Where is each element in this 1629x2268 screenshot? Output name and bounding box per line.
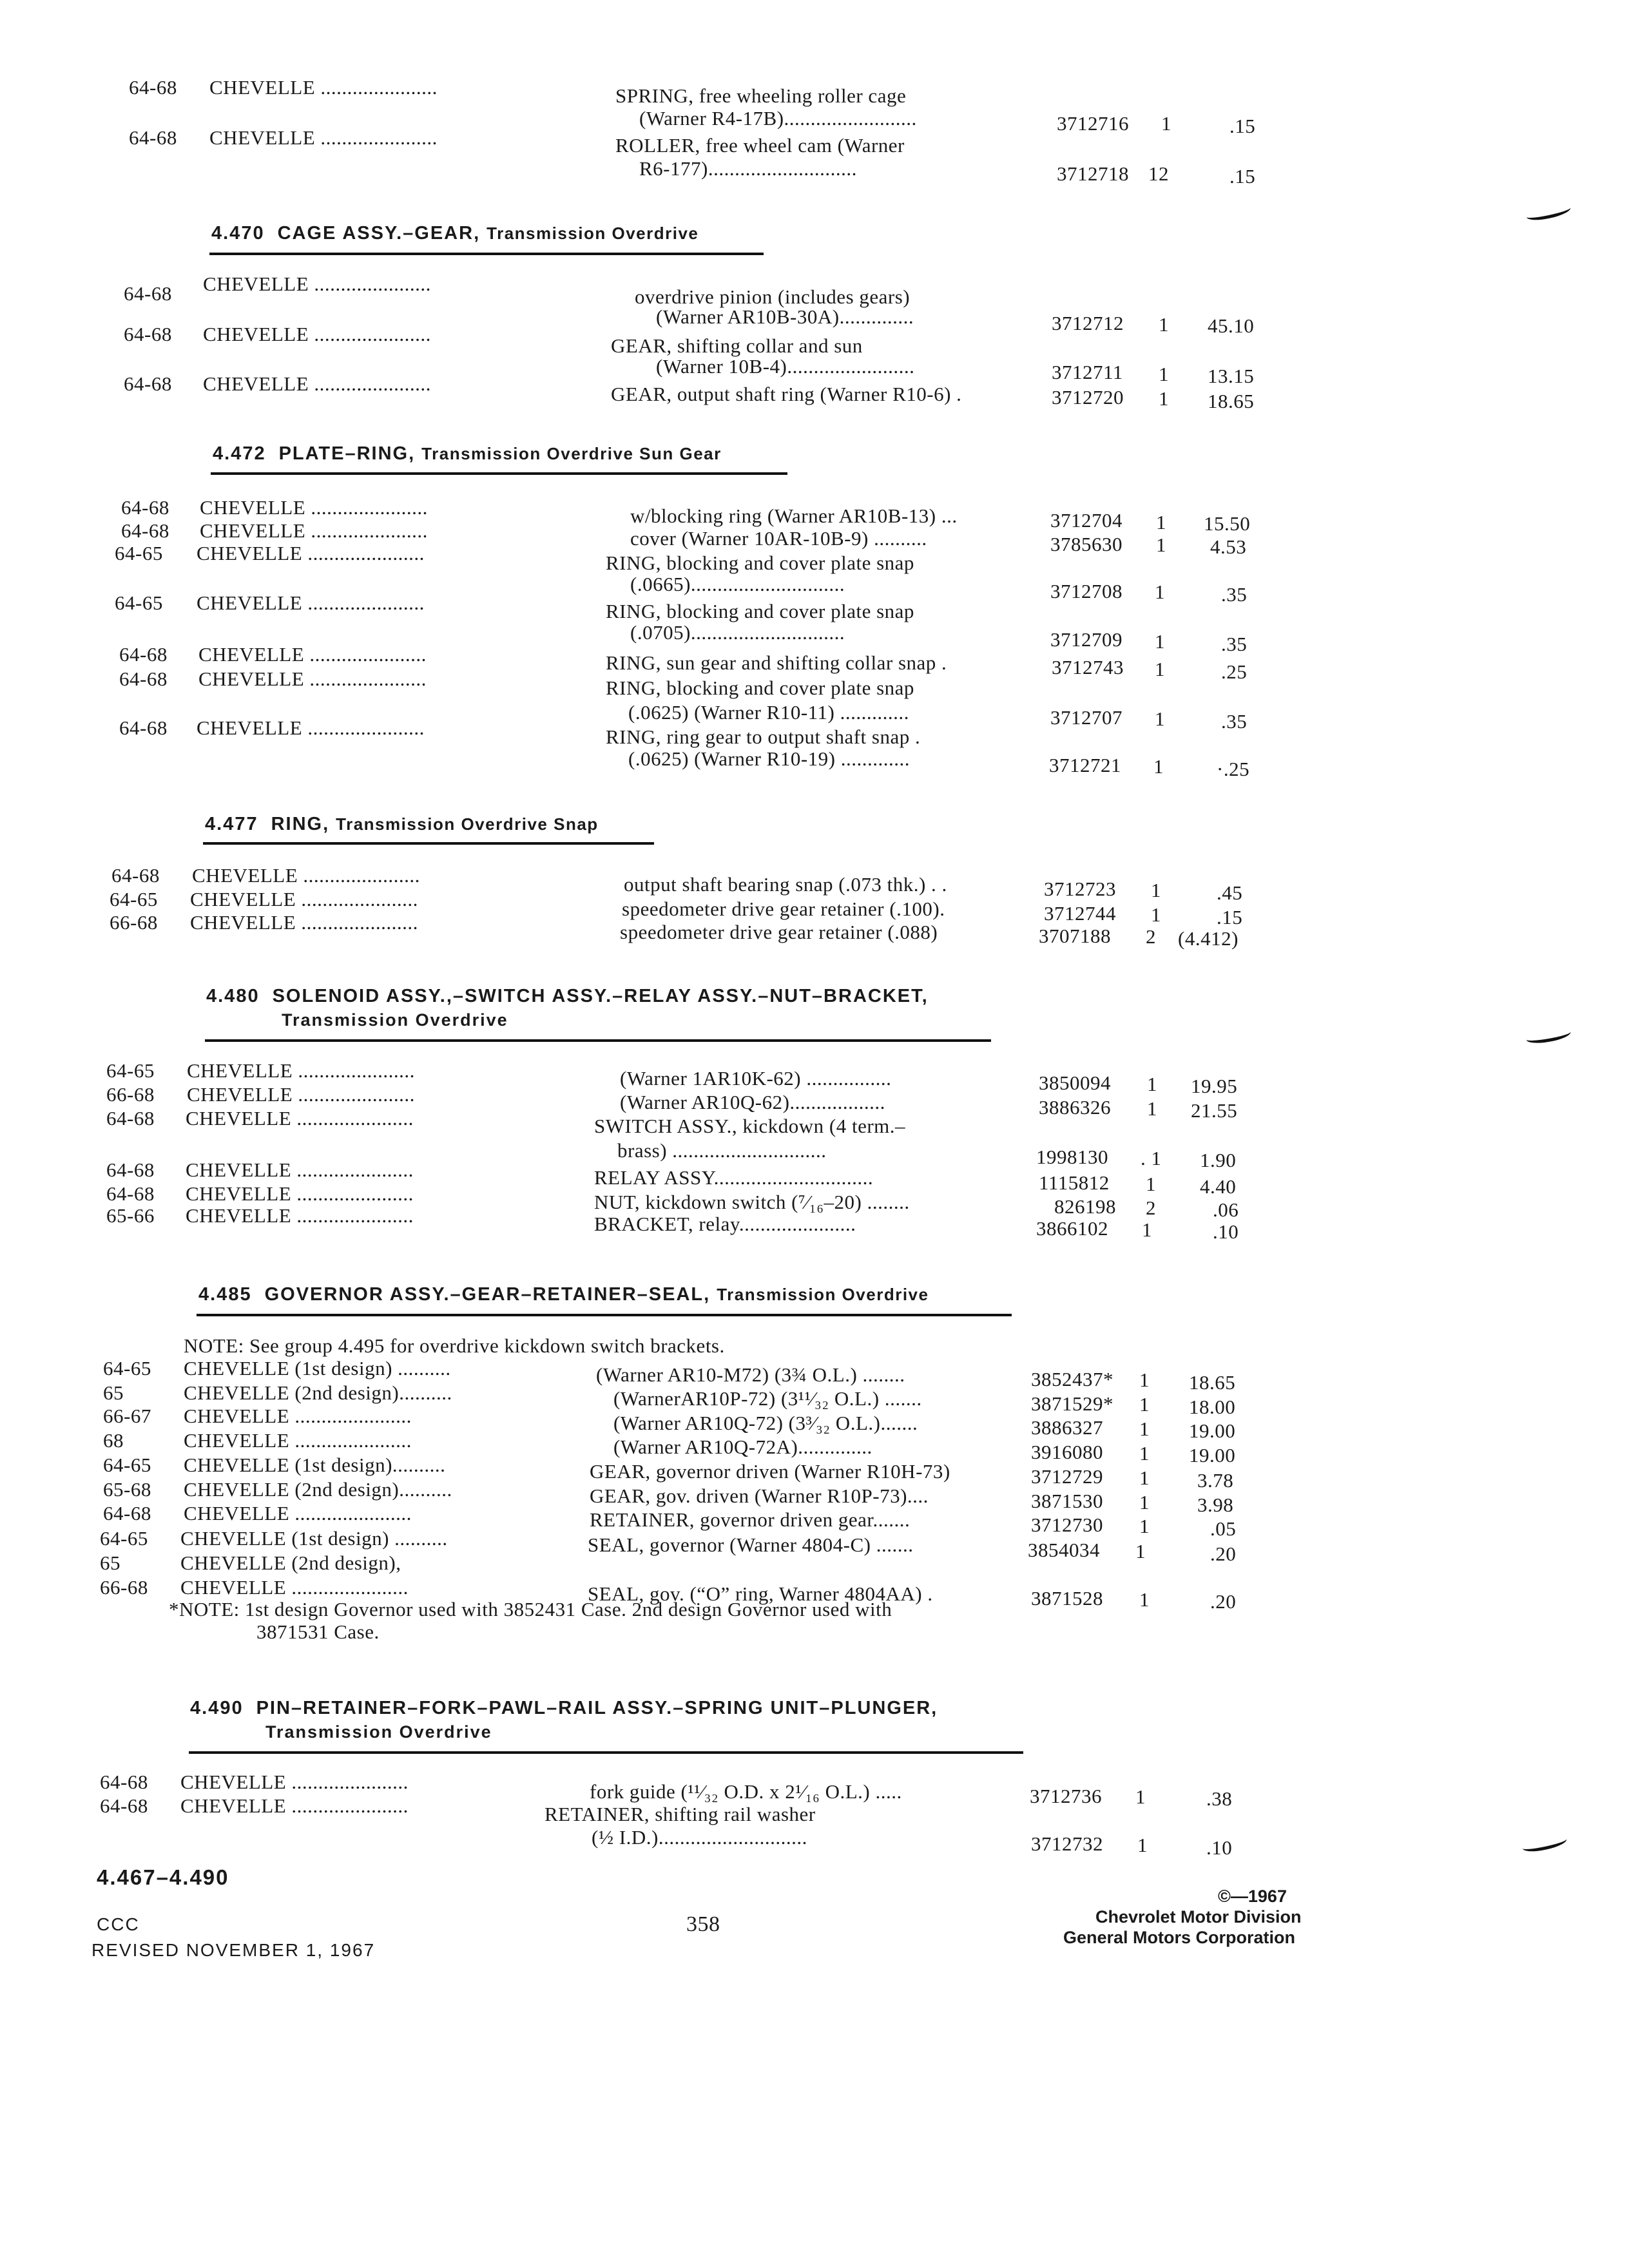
catalog-cell: GEAR, output shaft ring (Warner R10-6) .	[611, 383, 962, 405]
catalog-cell: SWITCH ASSY., kickdown (4 term.–	[594, 1115, 906, 1137]
catalog-cell: 64-68	[124, 323, 172, 345]
catalog-cell: CHEVELLE ......................	[184, 1405, 412, 1427]
catalog-cell: 3712743	[1052, 656, 1124, 678]
catalog-cell: 3871531 Case.	[256, 1620, 380, 1643]
catalog-cell: 64-68	[121, 496, 169, 519]
catalog-cell: 1	[1139, 1491, 1150, 1514]
section-subtitle: Transmission Overdrive	[282, 1010, 508, 1030]
catalog-cell: 3886326	[1039, 1096, 1111, 1119]
section-number: 4.480	[206, 986, 260, 1006]
catalog-cell: 64-65	[103, 1454, 151, 1476]
catalog-cell: 18.65	[1189, 1371, 1236, 1394]
catalog-cell: . 1	[1141, 1147, 1162, 1169]
section-title: CAGE ASSY.–GEAR,	[277, 223, 481, 244]
catalog-cell: CHEVELLE ......................	[203, 273, 431, 295]
catalog-cell: RING, sun gear and shifting collar snap .	[606, 651, 947, 674]
catalog-cell: 64-68	[100, 1794, 148, 1817]
catalog-cell: 3712716	[1057, 112, 1129, 135]
catalog-cell: 64-68	[129, 76, 177, 99]
catalog-cell: 3871529*	[1031, 1392, 1113, 1415]
catalog-cell: .38	[1206, 1787, 1233, 1810]
catalog-cell: CHEVELLE ......................	[192, 864, 420, 887]
catalog-cell: 3712704	[1050, 509, 1123, 532]
catalog-cell: speedometer drive gear retainer (.100).	[622, 898, 945, 920]
catalog-cell: 64-68	[106, 1107, 155, 1129]
section-rule	[189, 1751, 1023, 1754]
catalog-cell: 65-68	[103, 1478, 151, 1501]
catalog-cell: 1	[1139, 1515, 1150, 1537]
section-header	[198, 1285, 929, 1304]
section-title: PLATE–RING,	[278, 443, 416, 464]
catalog-cell: 15.50	[1204, 512, 1251, 535]
catalog-cell: 1998130	[1036, 1146, 1108, 1168]
catalog-cell: 4.40	[1200, 1175, 1237, 1198]
catalog-cell: CHEVELLE ......................	[198, 643, 427, 666]
ccc-code: CCC	[97, 1914, 140, 1934]
catalog-cell: .15	[1229, 115, 1256, 137]
catalog-cell: CHEVELLE ......................	[209, 76, 438, 99]
catalog-cell: RING, blocking and cover plate snap	[606, 600, 914, 622]
catalog-cell: CHEVELLE ......................	[190, 911, 418, 934]
catalog-cell: .10	[1213, 1220, 1239, 1243]
catalog-cell: 1	[1155, 630, 1165, 653]
page-number: 358	[686, 1912, 720, 1936]
catalog-cell: 64-68	[119, 643, 168, 666]
catalog-cell: 64-68	[119, 668, 168, 690]
catalog-cell: .06	[1213, 1198, 1239, 1221]
section-header	[213, 445, 722, 463]
catalog-cell: .20	[1210, 1542, 1237, 1565]
catalog-cell: 18.65	[1208, 390, 1255, 412]
catalog-cell: 3886327	[1031, 1416, 1103, 1439]
catalog-cell: 64-65	[115, 591, 163, 614]
catalog-cell: 64-68	[129, 126, 177, 149]
catalog-cell: SEAL, governor (Warner 4804-C) .......	[588, 1533, 914, 1556]
catalog-cell: (.0625) (Warner R10-11) .............	[628, 701, 909, 724]
catalog-cell: 1	[1161, 112, 1171, 135]
catalog-cell: BRACKET, relay......................	[594, 1213, 856, 1235]
catalog-cell: (.0705).............................	[630, 621, 845, 644]
section-rule	[211, 472, 787, 475]
catalog-cell: RELAY ASSY..............................	[594, 1166, 874, 1189]
catalog-cell: 66-68	[106, 1083, 155, 1106]
catalog-cell: 64-65	[100, 1527, 148, 1550]
catalog-cell: CHEVELLE ......................	[184, 1502, 412, 1524]
catalog-cell: CHEVELLE ......................	[197, 591, 425, 614]
catalog-cell: (½ I.D.)............................	[592, 1826, 807, 1849]
catalog-cell: R6-177)............................	[639, 157, 857, 180]
catalog-cell: 3854034	[1028, 1539, 1100, 1561]
catalog-cell: 1	[1151, 903, 1161, 926]
catalog-cell: CHEVELLE ......................	[186, 1158, 414, 1181]
copyright: ©—1967	[1218, 1887, 1287, 1906]
catalog-cell: RING, blocking and cover plate snap	[606, 552, 914, 574]
catalog-cell: ROLLER, free wheel cam (Warner	[615, 134, 905, 157]
catalog-cell: CHEVELLE ......................	[180, 1794, 409, 1817]
catalog-cell: 64-65	[106, 1059, 155, 1082]
catalog-cell: (Warner AR10-M72) (3¾ O.L.) ........	[596, 1363, 905, 1386]
section-title: RING,	[271, 814, 330, 834]
catalog-cell: 64-68	[121, 519, 169, 542]
catalog-cell: CHEVELLE ......................	[186, 1107, 414, 1129]
catalog-cell: RETAINER, shifting rail washer	[545, 1803, 816, 1825]
catalog-cell: (.0665).............................	[630, 573, 845, 595]
catalog-cell: .45	[1217, 881, 1243, 904]
catalog-cell: RING, ring gear to output shaft snap .	[606, 726, 921, 748]
catalog-cell: 64-68	[111, 864, 160, 887]
catalog-cell: NUT, kickdown switch (⁷⁄₁₆–20) ........	[594, 1191, 910, 1213]
catalog-cell: CHEVELLE ......................	[187, 1059, 415, 1082]
catalog-cell: (WarnerAR10P-72) (3¹¹⁄₃₂ O.L.) .......	[613, 1387, 922, 1410]
catalog-cell: 64-68	[119, 716, 168, 739]
catalog-cell: 3712708	[1050, 580, 1123, 602]
catalog-cell: CHEVELLE ......................	[197, 716, 425, 739]
catalog-cell: CHEVELLE ......................	[180, 1576, 409, 1599]
catalog-cell: (Warner 10B-4)........................	[656, 355, 915, 378]
catalog-cell: 1	[1155, 658, 1165, 680]
section-title: SOLENOID ASSY.,–SWITCH ASSY.–RELAY ASSY.–NUT–BRACKET,	[272, 986, 929, 1006]
section-subtitle: Transmission Overdrive	[265, 1722, 492, 1742]
catalog-cell: NOTE: See group 4.495 for overdrive kickdown switch brackets.	[184, 1334, 725, 1357]
catalog-cell: 3871528	[1031, 1587, 1103, 1610]
catalog-cell: CHEVELLE ......................	[200, 519, 428, 542]
section-number: 4.477	[205, 814, 258, 834]
catalog-cell: .35	[1221, 633, 1248, 655]
catalog-cell: 1	[1137, 1834, 1148, 1856]
section-rule	[197, 1314, 1012, 1316]
catalog-cell: .35	[1221, 583, 1248, 606]
catalog-cell: (Warner AR10Q-72A)..............	[613, 1436, 872, 1458]
catalog-cell: .15	[1229, 165, 1256, 187]
catalog-cell: RETAINER, governor driven gear.......	[590, 1508, 911, 1531]
catalog-cell: 1	[1142, 1218, 1152, 1241]
catalog-cell: speedometer drive gear retainer (.088)	[620, 921, 938, 943]
catalog-cell: 1	[1135, 1540, 1146, 1562]
catalog-cell: CHEVELLE (2nd design)..........	[184, 1381, 452, 1404]
catalog-cell: CHEVELLE ......................	[190, 888, 418, 910]
catalog-cell: 64-68	[100, 1771, 148, 1793]
catalog-cell: CHEVELLE ......................	[203, 372, 431, 395]
catalog-cell: brass) .............................	[617, 1139, 827, 1162]
catalog-cell: (Warner R4-17B).........................	[639, 107, 917, 130]
catalog-cell: 1	[1139, 1418, 1150, 1440]
catalog-cell: 3866102	[1036, 1217, 1108, 1240]
catalog-cell: CHEVELLE ......................	[200, 496, 428, 519]
catalog-cell: 3.98	[1197, 1494, 1234, 1516]
catalog-cell: SEAL, gov. (“O” ring, Warner 4804AA) .	[588, 1582, 933, 1605]
catalog-cell: 64-65	[115, 542, 163, 564]
catalog-cell: .15	[1217, 906, 1243, 928]
catalog-cell: 3712711	[1052, 361, 1123, 383]
catalog-cell: cover (Warner 10AR-10B-9) ..........	[630, 527, 927, 550]
catalog-cell: 3712707	[1050, 706, 1123, 729]
section-number: 4.472	[213, 443, 266, 464]
catalog-cell: 65	[100, 1552, 120, 1574]
catalog-cell: CHEVELLE (1st design) ..........	[180, 1527, 448, 1550]
catalog-cell: 68	[103, 1429, 124, 1452]
catalog-cell: CHEVELLE ......................	[187, 1083, 415, 1106]
section-subtitle: Transmission Overdrive	[717, 1285, 929, 1304]
catalog-cell: 1	[1159, 387, 1169, 410]
catalog-cell: 64-68	[124, 372, 172, 395]
catalog-cell: *NOTE: 1st design Governor used with 3852431 Case. 2nd design Governor used with	[169, 1598, 892, 1620]
section-subtitle: Transmission Overdrive Snap	[336, 814, 599, 834]
catalog-cell: .35	[1221, 710, 1248, 733]
catalog-cell: 2	[1146, 925, 1156, 948]
catalog-cell: GEAR, gov. driven (Warner R10P-73)....	[590, 1485, 929, 1507]
catalog-cell: 3712744	[1044, 902, 1116, 925]
catalog-cell: 64-68	[103, 1502, 151, 1524]
catalog-cell: 4.53	[1210, 535, 1247, 558]
catalog-cell: 2	[1146, 1196, 1156, 1219]
catalog-cell: .25	[1221, 660, 1248, 683]
catalog-cell: CHEVELLE (2nd design),	[180, 1552, 401, 1574]
catalog-cell: 45.10	[1208, 314, 1255, 337]
catalog-cell: 1	[1147, 1097, 1157, 1120]
catalog-cell: .20	[1210, 1590, 1237, 1613]
section-subtitle: Transmission Overdrive	[487, 224, 699, 243]
catalog-cell: 64-65	[110, 888, 158, 910]
catalog-cell: (Warner AR10Q-72) (3³⁄₃₂ O.L.).......	[613, 1412, 918, 1434]
catalog-cell: 64-65	[103, 1357, 151, 1379]
catalog-cell: 19.00	[1189, 1419, 1236, 1442]
section-header	[211, 224, 699, 243]
division: Chevrolet Motor Division	[1095, 1907, 1302, 1927]
catalog-cell: CHEVELLE ......................	[184, 1429, 412, 1452]
corporation: General Motors Corporation	[1063, 1928, 1296, 1947]
catalog-cell: 66-68	[110, 911, 158, 934]
catalog-cell: CHEVELLE (1st design) ..........	[184, 1357, 451, 1379]
catalog-cell: 1	[1159, 313, 1169, 336]
catalog-cell: 3712712	[1052, 312, 1124, 334]
catalog-cell: 64-68	[124, 282, 172, 305]
section-number: 4.490	[190, 1698, 244, 1718]
section-header	[190, 1699, 938, 1718]
catalog-cell: ·.25	[1217, 758, 1250, 780]
catalog-cell: 1	[1159, 363, 1169, 385]
catalog-cell: 1	[1135, 1785, 1146, 1808]
catalog-cell: 21.55	[1191, 1099, 1238, 1122]
catalog-cell: 64-68	[106, 1182, 155, 1205]
catalog-cell: 1	[1139, 1466, 1150, 1489]
catalog-cell: (Warner AR10Q-62)..................	[620, 1091, 885, 1113]
catalog-cell: 1115812	[1039, 1171, 1110, 1194]
section-number: 4.485	[198, 1284, 252, 1305]
catalog-cell: CHEVELLE ......................	[186, 1204, 414, 1227]
catalog-cell: 19.95	[1191, 1075, 1238, 1097]
catalog-cell: 64-68	[106, 1158, 155, 1181]
catalog-cell: GEAR, shifting collar and sun	[611, 334, 863, 357]
catalog-cell: 3712729	[1031, 1465, 1103, 1488]
catalog-cell: 826198	[1054, 1195, 1116, 1218]
catalog-cell: 3712720	[1052, 386, 1124, 408]
catalog-cell: SPRING, free wheeling roller cage	[615, 84, 907, 107]
catalog-cell: 3707188	[1039, 925, 1111, 947]
catalog-cell: 65-66	[106, 1204, 155, 1227]
catalog-cell: 3712709	[1050, 628, 1123, 651]
catalog-cell: 3712732	[1031, 1832, 1103, 1855]
catalog-cell: CHEVELLE ......................	[198, 668, 427, 690]
catalog-cell: overdrive pinion (includes gears)	[635, 285, 911, 308]
catalog-cell: 65	[103, 1381, 124, 1404]
catalog-cell: CHEVELLE ......................	[186, 1182, 414, 1205]
section-number: 4.470	[211, 223, 265, 244]
catalog-cell: CHEVELLE ......................	[203, 323, 431, 345]
catalog-cell: .10	[1206, 1836, 1233, 1859]
section-rule	[205, 1039, 991, 1042]
catalog-cell: (.0625) (Warner R10-19) .............	[628, 747, 910, 770]
catalog-cell: CHEVELLE ......................	[197, 542, 425, 564]
catalog-cell: CHEVELLE (1st design)..........	[184, 1454, 446, 1476]
catalog-cell: 3785630	[1050, 533, 1123, 555]
catalog-cell: 1	[1155, 707, 1165, 730]
catalog-cell: 1	[1155, 581, 1165, 603]
catalog-cell: 1	[1156, 511, 1166, 533]
page-range: 4.467–4.490	[97, 1865, 229, 1889]
catalog-cell: output shaft bearing snap (.073 thk.) . .	[624, 873, 947, 896]
section-title: GOVERNOR ASSY.–GEAR–RETAINER–SEAL,	[264, 1284, 711, 1305]
catalog-cell: 1	[1146, 1173, 1156, 1195]
catalog-cell: 3871530	[1031, 1490, 1103, 1512]
catalog-cell: (Warner 1AR10K-62) ................	[620, 1067, 892, 1090]
catalog-cell: 1.90	[1200, 1149, 1237, 1171]
catalog-cell: 1	[1139, 1393, 1150, 1416]
section-title: PIN–RETAINER–FORK–PAWL–RAIL ASSY.–SPRING UNIT–PLUNGER,	[256, 1698, 938, 1718]
catalog-cell: 1	[1153, 755, 1164, 778]
catalog-cell: 19.00	[1189, 1444, 1236, 1466]
section-rule	[203, 842, 654, 845]
catalog-cell: CHEVELLE ......................	[209, 126, 438, 149]
catalog-cell: 3712718	[1057, 162, 1129, 185]
catalog-cell: 1	[1139, 1442, 1150, 1465]
revised-date: REVISED NOVEMBER 1, 1967	[92, 1940, 376, 1960]
section-header	[206, 987, 929, 1006]
catalog-cell: GEAR, governor driven (Warner R10H-73)	[590, 1460, 950, 1483]
section-subtitle: Transmission Overdrive Sun Gear	[421, 444, 722, 463]
catalog-cell: 3850094	[1039, 1072, 1111, 1094]
catalog-cell: 3712730	[1031, 1514, 1103, 1536]
catalog-cell: (Warner AR10B-30A)..............	[656, 305, 914, 328]
catalog-cell: 3712721	[1049, 754, 1121, 776]
catalog-cell: 1	[1147, 1073, 1157, 1095]
catalog-cell: w/blocking ring (Warner AR10B-13) ...	[630, 505, 958, 527]
catalog-cell: 18.00	[1189, 1396, 1236, 1418]
catalog-cell: 66-68	[100, 1576, 148, 1599]
catalog-cell: CHEVELLE ......................	[180, 1771, 409, 1793]
catalog-cell: 3916080	[1031, 1441, 1103, 1463]
catalog-cell: 3852437*	[1031, 1368, 1113, 1390]
catalog-cell: RING, blocking and cover plate snap	[606, 677, 914, 699]
catalog-cell: fork guide (¹¹⁄₃₂ O.D. x 2¹⁄₁₆ O.L.) .....	[590, 1780, 902, 1803]
catalog-cell: 13.15	[1208, 365, 1255, 387]
catalog-cell: 3.78	[1197, 1469, 1234, 1492]
section-rule	[209, 253, 764, 255]
catalog-cell: 3712736	[1030, 1785, 1102, 1807]
catalog-cell: CHEVELLE (2nd design)..........	[184, 1478, 452, 1501]
catalog-cell: 1	[1151, 879, 1161, 901]
catalog-cell: 1	[1139, 1588, 1150, 1611]
catalog-cell: 66-67	[103, 1405, 151, 1427]
catalog-cell: (4.412)	[1178, 927, 1239, 950]
catalog-cell: 1	[1139, 1369, 1150, 1391]
section-header	[205, 815, 599, 834]
catalog-cell: .05	[1210, 1517, 1237, 1540]
catalog-cell: 3712723	[1044, 878, 1116, 900]
catalog-cell: 1	[1156, 533, 1166, 556]
catalog-cell: 12	[1148, 162, 1169, 185]
